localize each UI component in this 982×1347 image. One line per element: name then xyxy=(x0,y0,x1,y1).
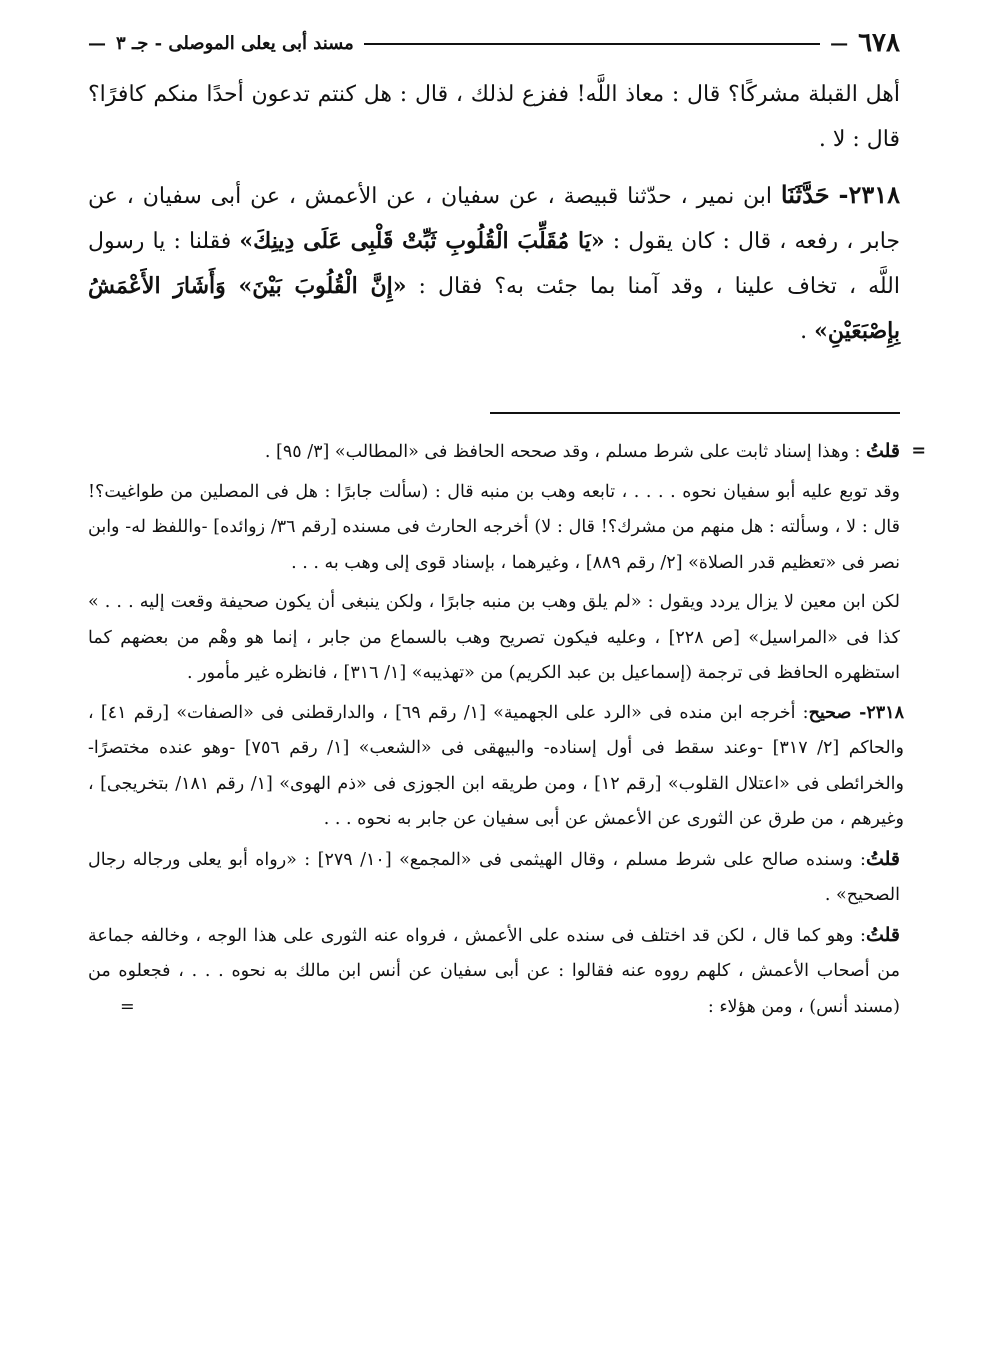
running-header xyxy=(88,26,900,60)
page-number: ٦٧٨ xyxy=(858,28,900,58)
note-text: : وسنده صالح على شرط مسلم ، وقال الهيثمى فى «المجمع» [١٠/ ٢٧٩] : «رواه أبو يعلى ورجاله رجال الصحيح» . xyxy=(88,849,900,905)
hadith-quote-2: «إِنَّ الْقُلُوبَ بَيْنَ» وَأَشَارَ الأَعْمَشُ بِإِصْبَعَيْنِ» xyxy=(88,273,900,344)
grading-label: ٢٣١٨- صحيح xyxy=(808,702,904,723)
note-label: قلتُ xyxy=(865,847,900,870)
grading-text: : أخرجه ابن منده فى «الرد على الجهمية» [١/ رقم ٦٩] ، والدارقطنى فى «الصفات» [رقم ٤١] ، والحاكم [٢/ ٣١٧] -وعند سقط فى أول إسناده- والبيهقى فى «الشعب» [١/ رقم ٧٥٦] -وهو عنده مختصرًا- والخرائطى فى «اعتلال القلوب» [رقم ١٢] ، ومن طريقه ابن الجوزى فى «ذم الهوى» [١/ رقم ١٨١/ بتخريجى] ، وغيرهم ، من طرق عن الثورى عن الأعمش عن أبى سفيان عن جابر به نحوه . . . xyxy=(88,702,904,829)
hadith-quote-1: «يَا مُقَلِّبَ الْقُلُوبِ ثَبِّتْ قَلْبِى عَلَى دِينِكَ» xyxy=(239,228,605,254)
hadith-number: ٢٣١٨- xyxy=(838,180,900,209)
hadith-end: . xyxy=(800,319,815,344)
note-text: : وهو كما قال ، لكن قد اختلف فى سنده على الأعمش ، فرواه عنه الثورى على هذا الوجه ، وخالفه جماعة من أصحاب الأعمش ، كلهم رووه عنه فقالوا : عن أبى سفيان عن أنس ابن مالك به نحوه . . . ، فجعلوه من (مسند أنس) ، ومن هؤلاء : xyxy=(88,925,900,1017)
note-paragraph-6 xyxy=(88,918,900,1026)
footnote-separator xyxy=(490,412,900,414)
header-rule xyxy=(364,43,820,45)
header-dash-left: — xyxy=(88,32,106,54)
hadith-middle: فقلنا : يا رسول اللَّه ، تخاف علينا ، وقد آمنا بما جئت به؟ فقال : xyxy=(88,229,900,299)
book-title: مسند أبى يعلى الموصلى - جـ ٣ xyxy=(116,32,354,54)
note-label: قلتُ xyxy=(865,440,900,462)
hadith-chain: ابن نمير ، حدّثنا قبيصة ، عن سفيان ، عن الأعمش ، عن أبى سفيان ، عن جابر ، رفعه ، قال : كان يقول : xyxy=(88,184,901,254)
note-paragraph-2: وقد توبع عليه أبو سفيان نحوه . . . . ، تابعه وهب بن منبه قال : (سألت جابرًا : هل فى المصلين من طواغيت؟! قال : لا ، وسألته : هل منهم من مشرك؟! قال : لا) أخرجه الحارث فى مسنده [رقم ٣٦/ زوائده] -واللفظ له- وابن نصر فى «تعظيم قدر الصلاة» [٢/ رقم ٨٨٩] ، وغيرهما ، بإسناد قوى إلى وهب به . . . xyxy=(88,481,900,573)
note-paragraph-5 xyxy=(88,842,900,914)
continuation-marker: = xyxy=(911,441,926,461)
continuation-marker: = xyxy=(120,996,135,1017)
note-text: : وهذا إسناد ثابت على شرط مسلم ، وقد صححه الحافظ فى «المطالب» [٣/ ٩٥] . xyxy=(264,442,861,462)
note-paragraph-4 xyxy=(88,696,904,838)
note-paragraph-1 xyxy=(88,434,926,471)
note-paragraph-3: لكن ابن معين لا يزال يردد ويقول : «لم يلق وهب بن منبه جابرًا ، ولكن ينبغى أن يكون صحيفة وقعت إليه . . . » كذا فى «المراسيل» [ص ٢٢٨] ، وعليه فيكون تصريح وهب بالسماع من جابر ، إنما هو وهْم من بعضهم كما استظهره الحافظ فى ترجمة (إسماعيل بن عبد الكريم) من «تهذيبه» [١/ ٣١٦] ، فانظره غير مأمور . xyxy=(88,592,900,683)
hadith-paragraph xyxy=(88,172,900,354)
main-text xyxy=(88,72,900,354)
continuation-paragraph: أهل القبلة مشركًا؟ قال : معاذ اللَّه! ففزع لذلك ، قال : هل كنتم تدعون أحدًا منكم كافرًا؟ قال : لا . xyxy=(88,82,900,152)
note-label: قلتُ xyxy=(865,923,900,946)
footnotes xyxy=(88,434,926,1029)
header-dash-right: — xyxy=(830,32,849,54)
hadith-opening: حَدَّثَنَا xyxy=(780,180,830,209)
